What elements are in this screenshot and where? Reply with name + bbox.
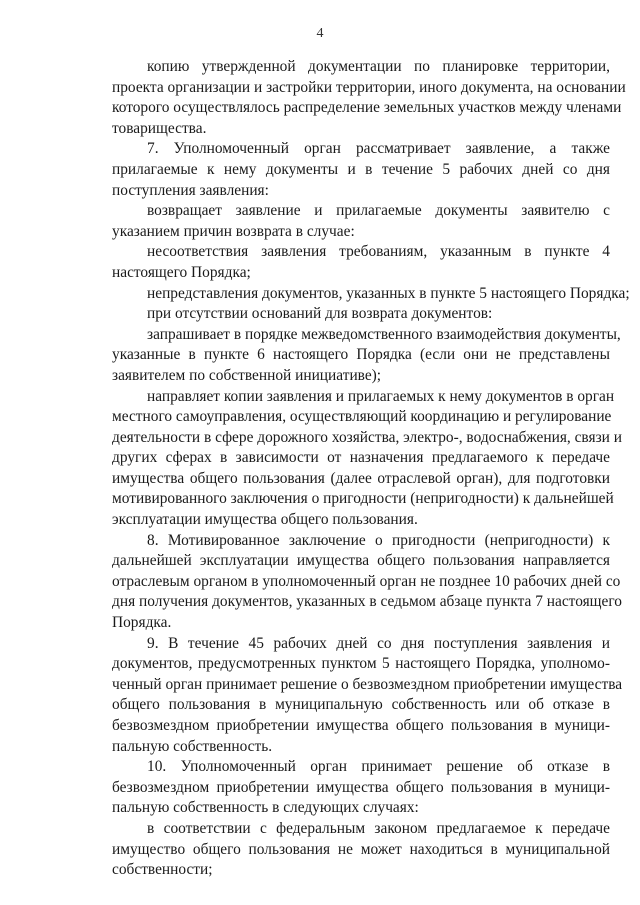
text-line: отраслевым органом в уполномоченный орган не позднее 10 рабочих дней со bbox=[112, 572, 621, 590]
paragraph bbox=[112, 325, 621, 387]
document-body bbox=[112, 57, 630, 881]
text-line: непредставления документов, указанных в пункте 5 настоящего Порядка; bbox=[147, 284, 630, 302]
text-line: местного самоуправления, осуществляющий координацию и регулирование bbox=[112, 408, 612, 426]
paragraph bbox=[112, 201, 610, 242]
text-line: проекта организации и застройки территории, иного документа, на основании bbox=[112, 78, 626, 96]
text-line: возвращает заявление и прилагаемые документы заявителю с bbox=[147, 202, 610, 220]
text-line: указанием причин возврата в случае: bbox=[112, 222, 355, 240]
text-line: дня получения документов, указанных в седьмом абзаце пункта 7 настоящего bbox=[112, 593, 622, 611]
text-line: несоответствия заявления требованиям, указанным в пункте 4 bbox=[147, 243, 610, 261]
paragraph bbox=[112, 242, 610, 283]
text-line: прилагаемые к нему документы и в течение 5 рабочих дней со дня bbox=[112, 160, 610, 178]
text-line: направляет копии заявления и прилагаемых к нему документов в орган bbox=[147, 387, 615, 405]
text-line: заявителем по собственной инициативе); bbox=[112, 366, 382, 384]
text-line: общего пользования в муниципальную собственность или об отказе в bbox=[112, 696, 610, 714]
paragraph bbox=[112, 139, 610, 201]
text-line: собственности; bbox=[112, 861, 213, 879]
text-line: дальнейшей эксплуатации имущества общего пользования направляется bbox=[112, 552, 610, 570]
paragraph bbox=[112, 634, 623, 758]
text-line: поступления заявления: bbox=[112, 181, 269, 199]
text-line: настоящего Порядка; bbox=[112, 263, 251, 281]
text-line: имущество общего пользования не может находиться в муниципальной bbox=[112, 840, 610, 858]
text-line: 8. Мотивированное заключение о пригодности (непригодности) к bbox=[147, 531, 610, 549]
text-line: безвозмездном приобретении имущества общего пользования в муници- bbox=[112, 717, 610, 734]
paragraph bbox=[112, 304, 610, 325]
text-line: безвозмездном приобретении имущества общего пользования в муници- bbox=[112, 778, 610, 796]
text-line: запрашивает в порядке межведомственного взаимодействия документы, bbox=[147, 325, 621, 343]
paragraph bbox=[112, 819, 610, 881]
text-line: которого осуществлялось распределение земельных участков между членами bbox=[112, 99, 622, 117]
paragraph bbox=[112, 284, 630, 305]
text-line: деятельности в сфере дорожного хозяйства, электро-, водоснабжения, связи и bbox=[112, 428, 622, 446]
page-number: 4 bbox=[316, 26, 324, 41]
text-line: Порядка. bbox=[112, 614, 172, 632]
text-line: 7. Уполномоченный орган рассматривает заявление, а также bbox=[147, 140, 610, 158]
paragraph bbox=[112, 757, 610, 819]
paragraph bbox=[112, 531, 622, 634]
text-line: копию утвержденной документации по планировке территории, bbox=[147, 58, 610, 75]
text-line: пальную собственность в следующих случаях: bbox=[112, 799, 419, 817]
text-line: других сферах в зависимости от назначения предлагаемого к передаче bbox=[112, 449, 610, 467]
text-line: документов, предусмотренных пунктом 5 настоящего Порядка, уполномо- bbox=[112, 655, 610, 673]
text-line: в соответствии с федеральным законом предлагаемое к передаче bbox=[147, 819, 610, 837]
text-line: указанные в пункте 6 настоящего Порядка (если они не представлены bbox=[112, 346, 610, 364]
text-line: 10. Уполномоченный орган принимает решение об отказе в bbox=[147, 758, 610, 776]
text-line: пальную собственность. bbox=[112, 737, 273, 755]
text-line: ченный орган принимает решение о безвозмездном приобретении имущества bbox=[112, 675, 623, 693]
paragraph bbox=[112, 57, 626, 139]
text-line: эксплуатации имущества общего пользования. bbox=[112, 511, 418, 529]
text-line: товарищества. bbox=[112, 119, 207, 137]
text-line: при отсутствии оснований для возврата документов: bbox=[147, 305, 493, 323]
paragraph bbox=[112, 387, 622, 531]
text-line: 9. В течение 45 рабочих дней со дня поступления заявления и bbox=[147, 634, 610, 652]
text-line: мотивированного заключения о пригодности (непригодности) к дальнейшей bbox=[112, 490, 614, 508]
text-line: имущества общего пользования (далее отраслевой орган), для подготовки bbox=[112, 469, 610, 487]
